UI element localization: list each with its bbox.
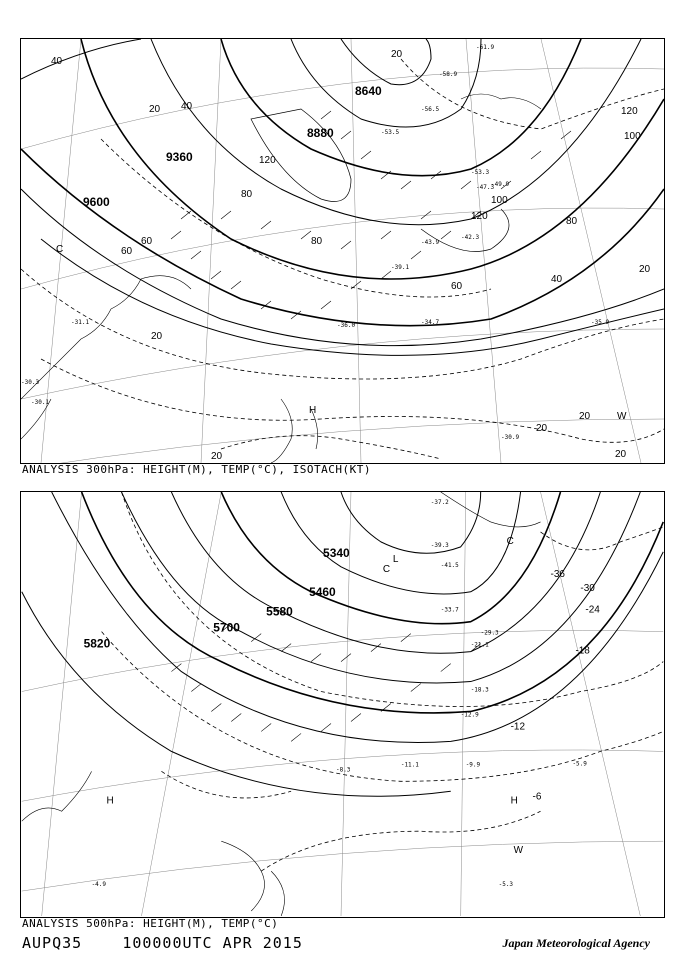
isotach-label: 60 [141,236,153,247]
temp-value: -11.1 [400,761,419,769]
isotach-label: 40 [51,56,63,67]
isotach-label: 20 [615,449,627,460]
chart-300hpa [20,38,665,464]
temp-value: -12.9 [460,711,479,719]
caption-500hpa: ANALYSIS 500hPa: HEIGHT(M), TEMP(°C) [22,917,279,930]
chart-id: AUPQ35 [22,934,83,952]
temp-value: -39.3 [430,541,449,549]
valid-time: 100000UTC APR 2015 [122,934,303,952]
cold-center: C [506,535,514,547]
temp-label: -58.9 [439,71,458,78]
isotach-label: 120 [621,106,638,117]
temp-label: -61.9 [476,44,495,51]
isotach-label: 20 [639,264,651,275]
height-label: 5460 [309,584,336,599]
temp-label: -30.9 [501,434,520,441]
map-500hpa [21,492,664,916]
temp-label: -39.1 [391,264,410,271]
temp-label: -35.9 [591,319,610,326]
temp-label: -49.9 [491,181,510,188]
height-label: 5340 [323,545,350,560]
temp-value: -21.1 [470,641,489,649]
high-center: H [510,795,518,807]
isotachs [251,109,509,252]
temp-value: -37.2 [430,498,449,506]
isotach-label: 40 [181,101,193,112]
chart-500hpa [20,491,665,918]
cold-center: C [382,563,391,575]
chart-identifier [22,934,303,952]
temp-label: -30.3 [21,379,40,386]
isotherm-label: -12 [510,721,526,733]
height-label: 5820 [83,636,111,651]
temp-label: -53.3 [471,169,490,176]
height-label: 9360 [166,150,193,164]
isotach-label: 80 [311,236,323,247]
isotach-label: 20 [579,411,591,422]
temp-value: -41.5 [440,561,459,569]
temp-label: -31.1 [71,319,90,326]
isotach-label: 120 [259,155,276,166]
temp-label: -42.3 [461,234,480,241]
warm-center: W [513,845,524,857]
isotach-label: 100 [491,195,508,206]
isotach-label: 60 [121,246,133,257]
height-contours [21,39,664,355]
temp-value: -9.9 [465,761,481,769]
temp-value: -5.3 [498,881,514,889]
temp-value: -29.3 [480,629,499,637]
isotherm-label: -24 [585,604,600,616]
caption-300hpa: ANALYSIS 300hPa: HEIGHT(M), TEMP(°C), ISOTACH(KT) [22,463,372,476]
isotherm-label: -6 [532,791,542,803]
temp-label: -43.9 [421,239,440,246]
temp-label: -47.3 [476,184,495,191]
warm-center: W [617,411,627,422]
isotherm-label: -18 [575,645,590,657]
temp-value: -5.9 [572,760,587,768]
height-label: 5700 [213,620,240,635]
isotach-label: 80 [566,216,578,227]
isotherm-label: -36 [550,568,565,580]
height-label: 5580 [266,604,293,619]
temp-label: -34.7 [421,319,440,326]
height-label: 8640 [355,84,382,98]
isotherms [21,59,664,459]
isotach-label: 20 [151,331,163,342]
isotach-label: 100 [624,131,641,142]
high-center: H [106,795,114,807]
height-label: 9600 [83,195,110,209]
isotach-label: 80 [241,189,253,200]
height-contours [22,492,663,796]
agency-name: Japan Meteorological Agency [502,936,650,950]
isotach-label: 60 [451,281,463,292]
isotach-label: 20 [149,104,161,115]
temp-label: -30.1 [31,399,50,406]
graticule [21,39,664,463]
coastline [21,94,541,463]
temp-label: -36.0 [337,322,356,329]
isotach-label: 20 [391,49,403,60]
isotherm-label: -30 [580,582,595,594]
temp-value: -33.7 [440,606,459,614]
isotach-label: 120 [471,211,488,222]
temp-value: -18.3 [470,686,489,694]
isotach-label: 20 [536,423,548,434]
isotach-label: 20 [211,451,223,462]
height-label: 8880 [307,126,334,140]
temp-label: -53.5 [381,129,400,136]
high-center: H [309,405,317,416]
temp-value: -8.3 [336,766,351,774]
temp-value: -4.9 [91,881,106,889]
coastline [22,492,541,916]
map-300hpa [21,39,664,463]
temp-label: -56.5 [421,106,440,113]
wind-barbs [171,111,571,319]
cold-center: C [56,244,64,255]
low-center: L [392,553,399,565]
isotach-label: 40 [551,274,563,285]
